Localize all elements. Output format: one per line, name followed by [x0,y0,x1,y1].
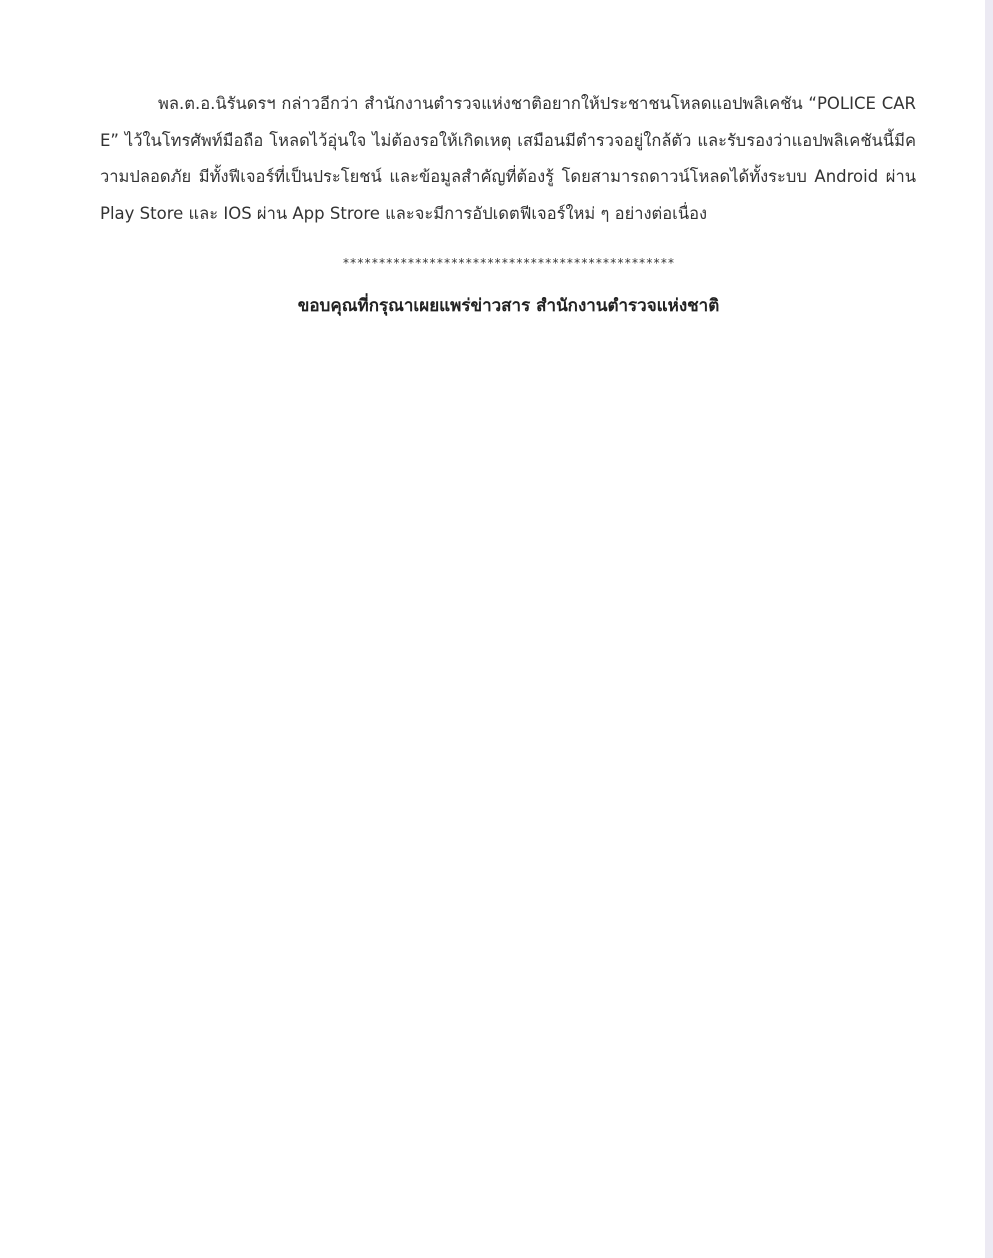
press-release-paragraph: พล.ต.อ.นิรันดรฯ กล่าวอีกว่า สำนักงานตำรวจแห่งชาติอยากให้ประชาชนโหลดแอปพลิเคชัน “POLICE CARE” ไว้ในโทรศัพท์มือถือ โหลดไว้อุ่นใจ ไม่ต้องรอให้เกิดเหตุ เสมือนมีตำรวจอยู่ใกล้ตัว และรับรองว่าแอปพลิเคชันนี้มีความปลอดภัย มีทั้งฟีเจอร์ที่เป็นประโยชน์ และข้อมูลสำคัญที่ต้องรู้ โดยสามารถดาวน์โหลดได้ทั้งระบบ Android ผ่าน Play Store และ IOS ผ่าน App Strore และจะมีการอัปเดตฟีเจอร์ใหม่ ๆ อย่างต่อเนื่อง [100,94,916,223]
closing-statement: ขอบคุณที่กรุณาเผยแพร่ข่าวสาร สำนักงานตำรวจแห่งชาติ [297,296,720,316]
page-edge [985,0,993,1258]
section-divider: ********************************************** [342,256,675,270]
